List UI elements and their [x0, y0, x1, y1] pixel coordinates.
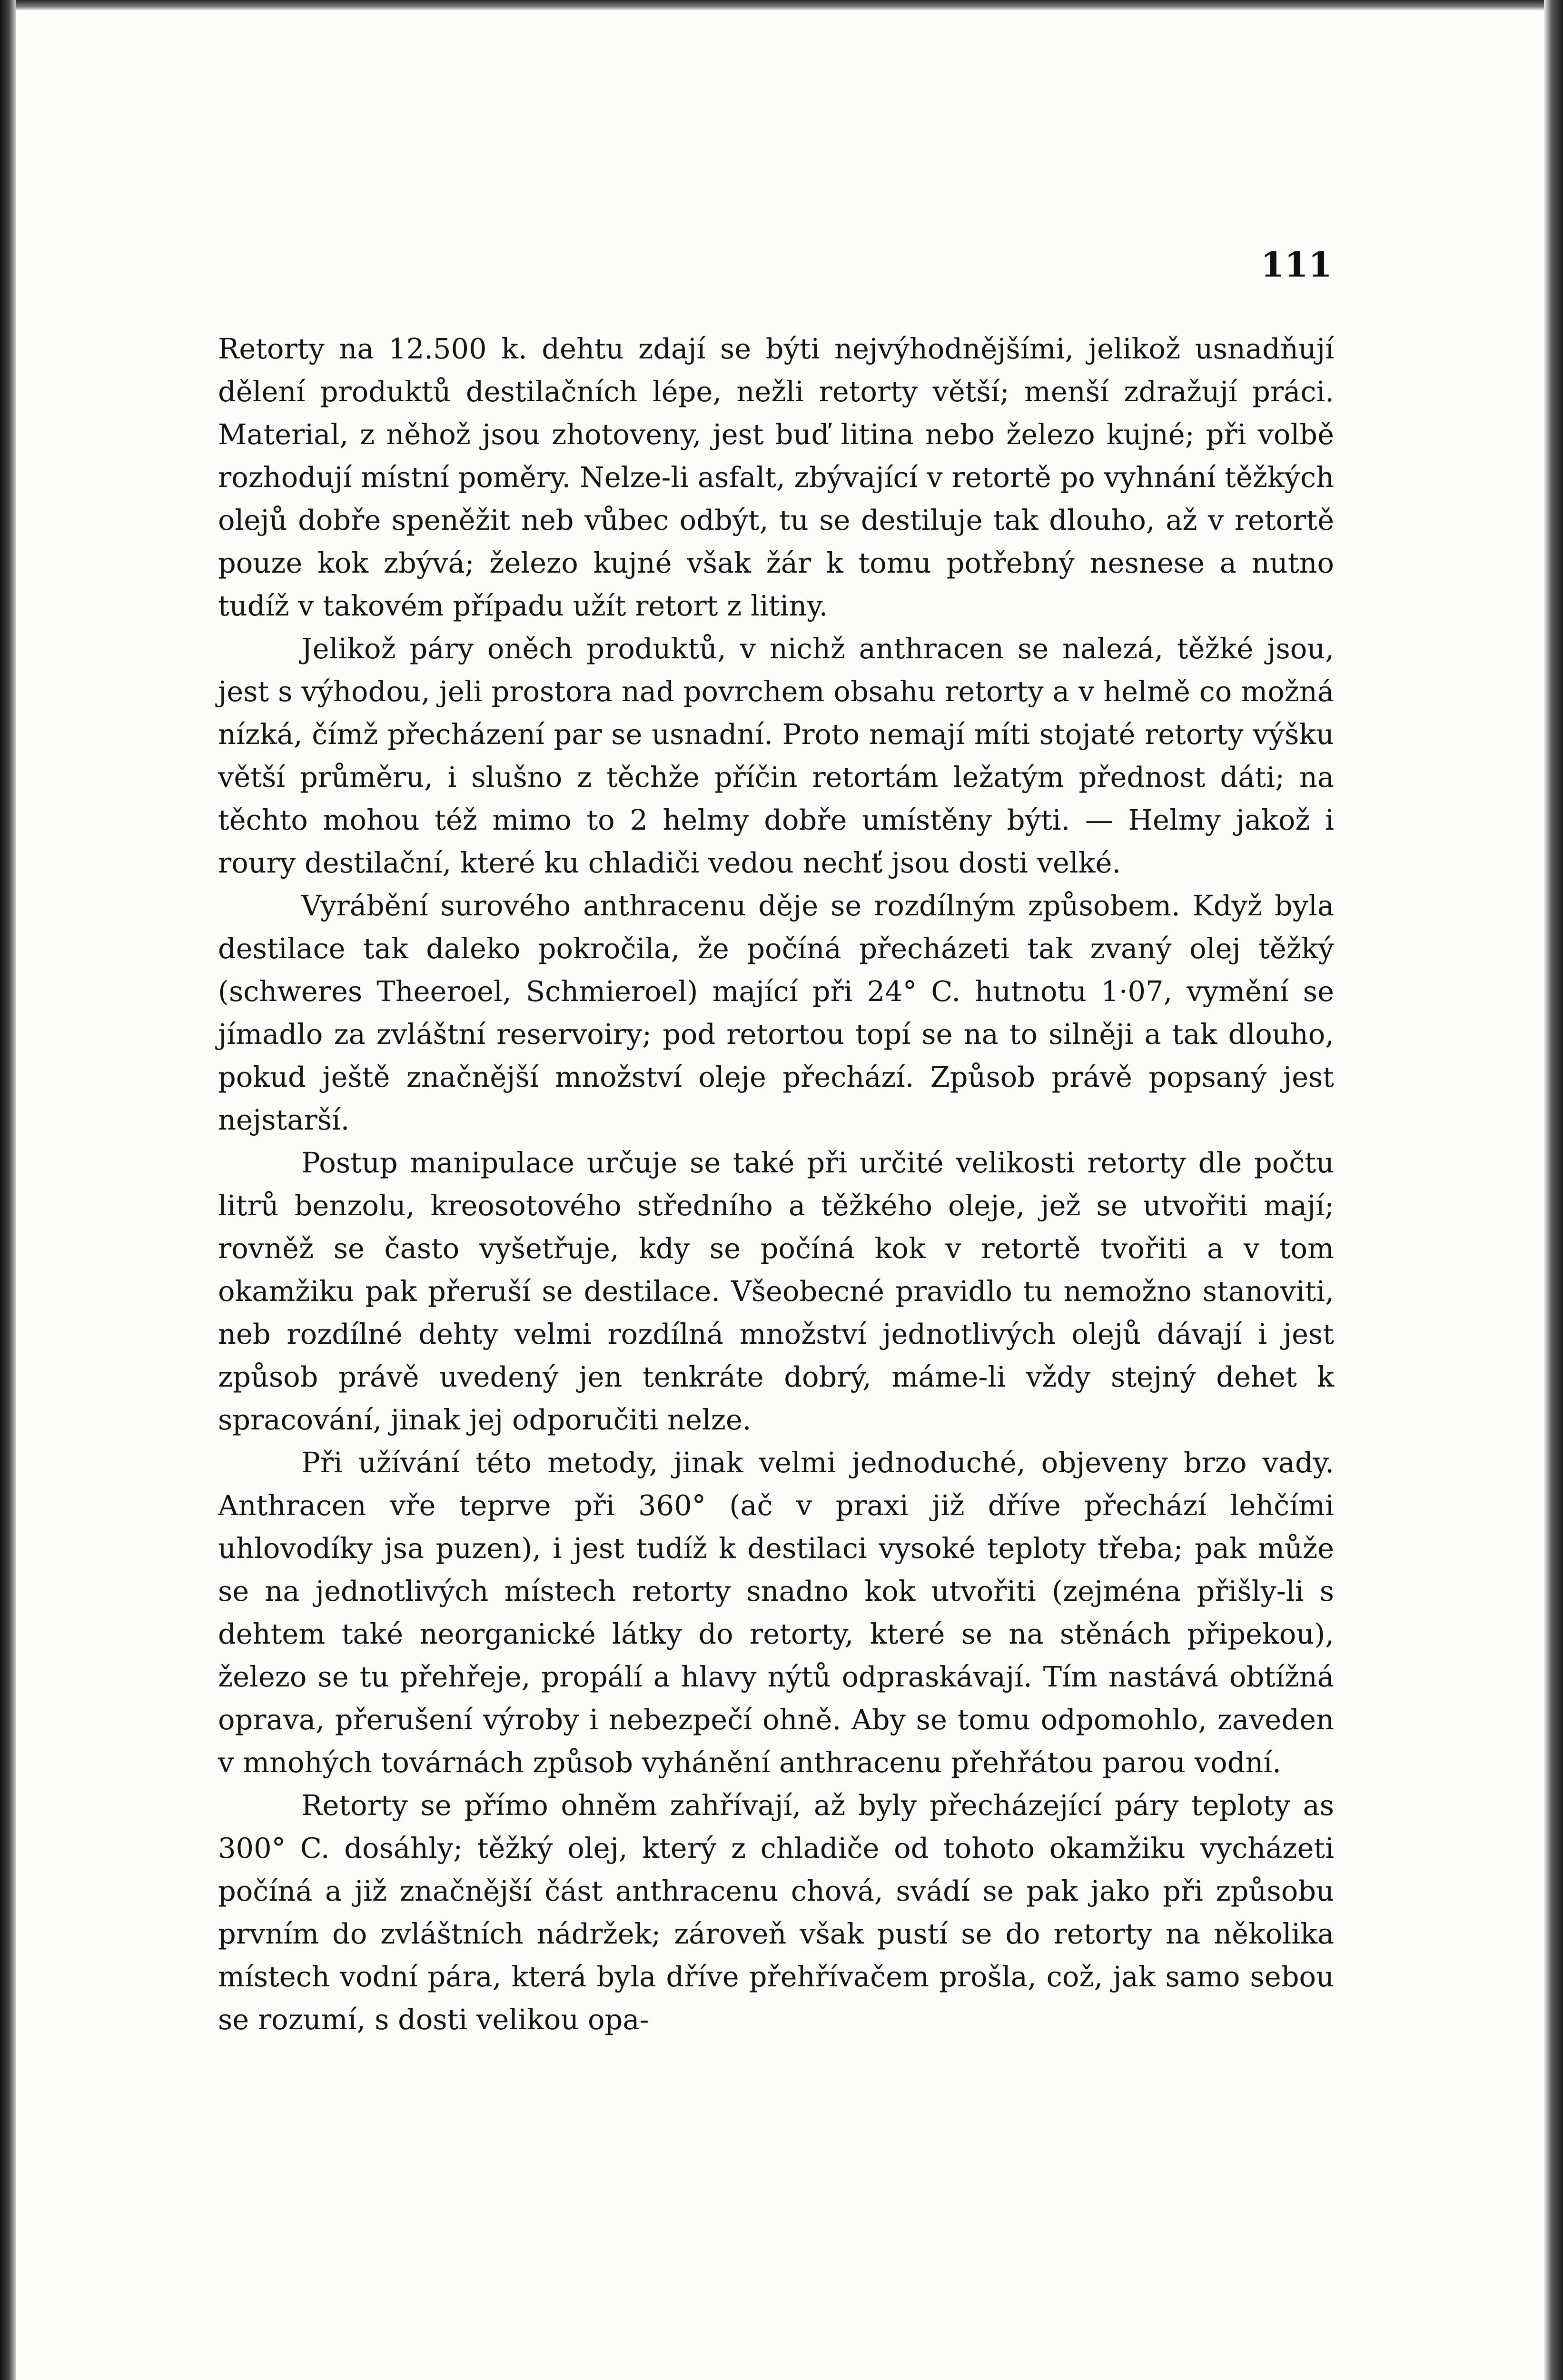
paragraph-6: Retorty se přímo ohněm zahřívají, až byly přecházející páry teploty as 300° C. dosáhly; těžký olej, který z chladiče od tohoto okamžiku vycházeti počíná a již značnější část anthracenu chová, svádí se pak jako při způsobu prvním do zvláštních nádržek; zároveň však pustí se do retorty na několika místech vodní pára, která byla dříve přehřívačem prošla, což, jak samo sebou se rozumí, s dosti velikou opa-	[218, 1789, 1334, 2036]
scan-right-edge	[1544, 0, 1563, 2380]
scan-left-edge	[0, 0, 16, 2380]
scan-top-edge	[0, 0, 1563, 10]
paragraph-5: Při užívání této metody, jinak velmi jednoduché, objeveny brzo vady. Anthracen vře teprve při 360° (ač v praxi již dříve přechází lehčími uhlovodíky jsa puzen), i jest tudíž k destilaci vysoké teploty třeba; pak může se na jednotlivých místech retorty snadno kok utvořiti (zejména přišly-li s dehtem také neorganické látky do retorty, které se na stěnách připekou), železo se tu přehřeje, propálí a hlavy nýtů odpraskávají. Tím nastává obtížná oprava, přerušení výroby i nebezpečí ohně. Aby se tomu odpomohlo, zaveden v mnohých továrnách způsob vyhánění anthracenu přehřátou parou vodní.	[218, 1446, 1334, 1779]
paragraph-1: Retorty na 12.500 k. dehtu zdají se býti nejvýhodnějšími, jelikož usnadňují dělení produktů destilačních lépe, nežli retorty větší; menší zdražují práci. Material, z něhož jsou zhotoveny, jest buď litina nebo železo kujné; při volbě rozhodují místní poměry. Nelze-li asfalt, zbývající v retortě po vyhnání těžkých olejů dobře speněžit neb vůbec odbýt, tu se destiluje tak dlouho, až v retortě pouze kok zbývá; železo kujné však žár k tomu potřebný nesnese a nutno tudíž v takovém případu užít retort z litiny.	[218, 332, 1334, 622]
paragraph-2: Jelikož páry oněch produktů, v nichž anthracen se nalezá, těžké jsou, jest s výhodou, jeli prostora nad povrchem obsahu retorty a v helmě co možná nízká, čímž přecházení par se usnadní. Proto nemají míti stojaté retorty výšku větší průměru, i slušno z těchže příčin retortám ležatým přednost dáti; na těchto mohou též mimo to 2 helmy dobře umístěny býti. — Helmy jakož i roury destilační, které ku chladiči vedou nechť jsou dosti velké.	[218, 632, 1334, 879]
body-text	[218, 327, 1334, 2041]
paragraph-3: Vyrábění surového anthracenu děje se rozdílným způsobem. Když byla destilace tak daleko pokročila, že počíná přecházeti tak zvaný olej těžký (schweres Theeroel, Schmieroel) mající při 24° C. hutnotu 1·07, vymění se jímadlo za zvláštní reservoiry; pod retortou topí se na to silněji a tak dlouho, pokud ještě značnější množství oleje přechází. Způsob právě popsaný jest nejstarší.	[218, 889, 1334, 1136]
page-number: 111	[1260, 244, 1332, 285]
paragraph-4: Postup manipulace určuje se také při určité velikosti retorty dle počtu litrů benzolu, kreosotového středního a těžkého oleje, jež se utvořiti mají; rovněž se často vyšetřuje, kdy se počíná kok v retortě tvořiti a v tom okamžiku pak přeruší se destilace. Všeobecné pravidlo tu nemožno stanoviti, neb rozdílné dehty velmi rozdílná množství jednotlivých olejů dávají i jest způsob právě uvedený jen tenkráte dobrý, máme-li vždy stejný dehet k spracování, jinak jej odporučiti nelze.	[218, 1146, 1334, 1436]
